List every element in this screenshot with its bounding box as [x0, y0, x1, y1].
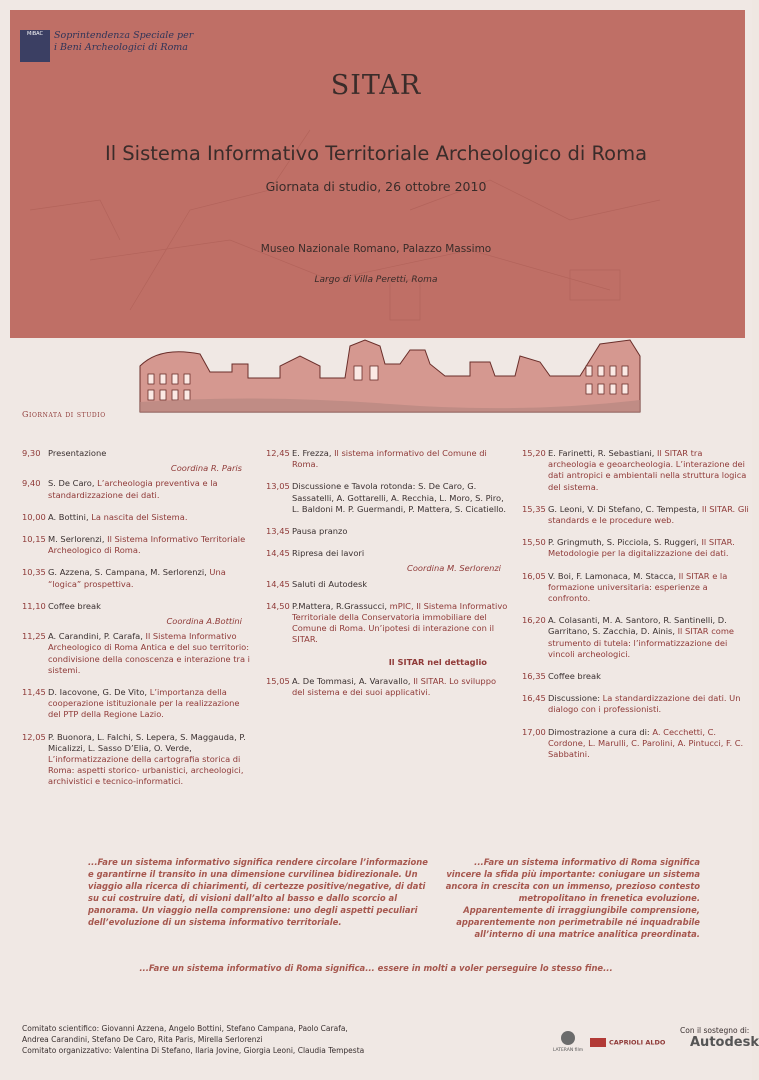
- program-speakers: P. Buonora, L. Falchi, S. Lepera, S. Maggauda, P. Micalizzi, L. Sasso D’Elia, O. Verde,: [48, 731, 246, 753]
- program-column-3: [522, 448, 750, 771]
- program-item: [522, 693, 750, 715]
- event-venue: Museo Nazionale Romano, Palazzo Massimo: [260, 243, 492, 255]
- program-text: [292, 579, 511, 590]
- program-speakers: A. Bottini,: [48, 511, 89, 522]
- program-title: mPIC, Il Sistema Informativo Territoriale della Conservatoria immobiliare del Comune di Roma. Un’ipotesi di interazione con il SITAR.: [292, 600, 508, 645]
- program-speakers: G. Azzena, S. Campana, M. Serlorenzi,: [48, 567, 207, 578]
- program-item: [522, 504, 750, 526]
- session-chair: Coordina A.Bottini: [166, 616, 242, 627]
- program-text: [48, 732, 252, 788]
- rome-skyline-illustration: [140, 336, 640, 412]
- program-text: [548, 448, 750, 493]
- program-time: 13,05: [266, 481, 290, 492]
- program-item: [522, 727, 750, 761]
- program-title: Il SITAR e la formazione universitaria: esperienze a confronto.: [548, 570, 728, 604]
- program-time: 15,35: [522, 503, 546, 514]
- program-time: 14,45: [266, 578, 290, 589]
- program-time: 12,05: [22, 731, 46, 742]
- program-text: [48, 631, 252, 676]
- program-time: 16,05: [522, 570, 546, 581]
- program-time: 10,35: [22, 567, 46, 578]
- program-time: 9,30: [22, 448, 41, 458]
- program-text: [292, 676, 511, 698]
- program-time: 11,10: [22, 600, 46, 611]
- program-text: [548, 693, 750, 715]
- program-title: Una “logica” prospettiva.: [48, 567, 226, 589]
- program-item: [266, 481, 511, 515]
- program-speakers: V. Boi, F. Lamonaca, M. Stacca,: [548, 570, 676, 581]
- main-title: Il Sistema Informativo Territoriale Archeologico di Roma: [104, 142, 648, 165]
- program-speakers: Discussione e Tavola rotonda: S. De Caro, G. Sassatelli, A. Gottarelli, A. Recchia, L. Moro, S. Piro, L. Baldoni M. P. Guermandi, P. Mattera, S. Cicatiello.: [292, 481, 507, 514]
- program-speakers: Pausa pranzo: [292, 526, 348, 537]
- program-speakers: P. Gringmuth, S. Picciola, S. Ruggeri,: [548, 537, 699, 548]
- program-time: 16,35: [522, 671, 546, 682]
- program-text: [48, 448, 252, 459]
- caprioli-icon: [590, 1038, 606, 1047]
- program-speakers: Dimostrazione a cura di:: [548, 726, 650, 737]
- program-column-1: [22, 448, 252, 799]
- program-time: 10,00: [22, 511, 46, 522]
- logo: [20, 30, 193, 62]
- program-time: 10,15: [22, 534, 46, 545]
- event-date: Giornata di studio, 26 ottobre 2010: [265, 179, 487, 194]
- program-item: [22, 631, 252, 676]
- program-title: La standardizzazione dei dati. Un dialogo con i professionisti.: [548, 693, 741, 715]
- program-item: [266, 448, 511, 470]
- program-title: L’informatizzazione della cartografia storica di Roma: aspetti storico- urbanistici, archeologici, archivistici e tecnico-informatici.: [48, 754, 244, 787]
- event-address: Largo di Villa Peretti, Roma: [314, 275, 438, 285]
- logo-line-2: i Beni Archeologici di Roma: [54, 42, 188, 53]
- program-text: [292, 601, 511, 646]
- program-item: [22, 732, 252, 788]
- program-speakers: Ripresa dei lavori: [292, 548, 365, 559]
- program-time: 15,05: [266, 675, 290, 686]
- program-speakers: A. Colasanti, M. A. Santoro, R. Santinelli, D. Garritano, S. Zacchia, D. Ainis,: [548, 615, 727, 637]
- program-title: A. Cecchetti, C. Cordone, L. Marulli, C. Parolini, A. Pintucci, F. C. Sabbatini.: [548, 726, 744, 760]
- program-speakers: A. De Tommasi, A. Varavallo,: [292, 675, 411, 686]
- program-text: [48, 534, 252, 556]
- program-text: [548, 671, 750, 682]
- day-label: Giornata di studio: [22, 410, 106, 419]
- program-text: [548, 537, 750, 559]
- program-speakers: Presentazione: [48, 448, 107, 458]
- program-speakers: Discussione:: [548, 693, 601, 704]
- program-time: 11,45: [22, 687, 46, 698]
- program-item: [22, 512, 252, 523]
- program-text: [548, 504, 750, 526]
- program-text: [292, 548, 511, 559]
- program-title: Il Sistema Informativo Archeologico di Roma Antica e del suo territorio: condivisione della conoscenza e interazione tra i sistemi.: [48, 631, 250, 675]
- program-item: [522, 448, 750, 493]
- program-item: [522, 671, 750, 682]
- program-item: [266, 526, 511, 537]
- quote-bottom: ...Fare un sistema informativo di Roma significa... essere in molti a voler perseguire lo stesso fine...: [139, 963, 613, 973]
- caprioli-logo: [590, 1038, 665, 1047]
- logo-line-1: Soprintendenza Speciale per: [54, 30, 194, 41]
- organizing-committee: Comitato organizzativo: Valentina Di Stefano, Ilaria Jovine, Giorgia Leoni, Claudia Tempesta: [22, 1046, 365, 1055]
- program-column-2: [266, 448, 511, 709]
- caprioli-text: CAPRIOLI ALDO: [609, 1038, 666, 1047]
- program-text: [548, 571, 750, 605]
- program-speakers: M. Serlorenzi,: [48, 534, 105, 545]
- sitar-title: SITAR: [330, 70, 422, 101]
- section-heading: Il SITAR nel dettaglio: [388, 656, 487, 667]
- program-time: 16,45: [522, 693, 546, 704]
- credits: [22, 1023, 364, 1056]
- program-text: [48, 512, 252, 523]
- lateran-text: LATERAN film: [552, 1048, 584, 1053]
- program-text: [548, 727, 750, 761]
- program-speakers: S. De Caro,: [48, 478, 95, 489]
- program-item: [522, 571, 750, 605]
- program-time: 14,45: [266, 548, 290, 559]
- program-speakers: Saluti di Autodesk: [292, 578, 368, 589]
- program-title: Il SITAR. Lo sviluppo del sistema e dei suoi applicativi.: [292, 675, 497, 698]
- program-item: [522, 537, 750, 559]
- program-time: 13,45: [266, 526, 290, 537]
- program-text: [292, 526, 511, 537]
- program-speakers: A. Carandini, P. Carafa,: [48, 631, 143, 642]
- program-speakers: Coffee break: [548, 671, 601, 682]
- program-title: L’importanza della cooperazione istituzionale per la realizzazione del PTP della Regione Lazio.: [48, 687, 240, 720]
- program-item: [22, 534, 252, 556]
- program-speakers: P.Mattera, R.Grassucci,: [292, 600, 387, 611]
- program-speakers: E. Frezza,: [292, 448, 332, 458]
- program-speakers: G. Leoni, V. Di Stefano, C. Tempesta,: [548, 503, 700, 514]
- program-time: 17,00: [522, 726, 546, 737]
- program-title: Il SITAR. Metodologie per la digitalizzazione dei dati.: [548, 537, 735, 559]
- program-title: Il sistema informativo del Comune di Roma.: [292, 448, 487, 470]
- program-speakers: Coffee break: [48, 600, 101, 611]
- program-text: [48, 567, 252, 589]
- program-speakers: D. Iacovone, G. De Vito,: [48, 687, 148, 698]
- quote-right: ...Fare un sistema informativo di Roma significa vincere la sfida più importante: coniugare un sistema ancora in crescita con un immenso, prezioso contesto metropolitano in frenetica evoluzione. Apparentemente di irraggiungibile comprensione, apparentemente non perimetrabile né inquadrabile all’interno di una matrice analitica preordinata.: [445, 857, 700, 939]
- program-item: [22, 601, 252, 612]
- program-time: 16,20: [522, 615, 546, 626]
- scientific-committee: Comitato scientifico: Giovanni Azzena, Angelo Bottini, Stefano Campana, Paolo Carafa,: [22, 1024, 348, 1033]
- program-item: [22, 687, 252, 721]
- program-time: 15,50: [522, 537, 546, 548]
- program-item: [22, 567, 252, 589]
- scientific-committee-2: Andrea Carandini, Stefano De Caro, Rita Paris, Mirella Serlorenzi: [22, 1035, 263, 1044]
- program-time: 14,50: [266, 600, 290, 611]
- lateran-icon: [560, 1030, 576, 1046]
- program-item: [266, 548, 511, 559]
- program-text: [48, 601, 252, 612]
- program-item: [22, 478, 252, 500]
- session-chair: Coordina R. Paris: [170, 463, 242, 474]
- lateran-logo: [548, 1030, 588, 1053]
- program-text: [48, 478, 252, 500]
- program-title: Il SITAR tra archeologia e geoarcheologia. L’interazione dei dati antropici e ambientali nella struttura logica del sistema.: [548, 448, 747, 492]
- program-title: La nascita del Sistema.: [88, 511, 188, 522]
- program-time: 15,20: [522, 448, 546, 458]
- program-item: [266, 601, 511, 646]
- logo-text: [54, 30, 193, 54]
- mibac-logo-icon: MiBAC: [20, 30, 50, 62]
- program-item: [522, 615, 750, 660]
- program-title: L’archeologia preventiva e la standardizzazione dei dati.: [48, 478, 218, 500]
- program-speakers: E. Farinetti, R. Sebastiani,: [548, 448, 655, 458]
- autodesk-logo: Autodesk: [690, 1035, 759, 1050]
- program-time: 11,25: [22, 631, 46, 642]
- program-text: [292, 481, 511, 515]
- program-item: [266, 676, 511, 698]
- program-text: [548, 615, 750, 660]
- program-title: Il SITAR. Gli standards e le procedure web.: [548, 503, 749, 526]
- program-item: [22, 448, 252, 459]
- program-title: Il SITAR come strumento di tutela: l’informatizzazione dei vincoli archeologici.: [548, 626, 735, 659]
- program-item: [266, 579, 511, 590]
- sponsor-label: Con il sostegno di:: [680, 1026, 750, 1035]
- program-time: 12,45: [266, 448, 290, 458]
- program-text: [48, 687, 252, 721]
- program-title: Il Sistema Informativo Territoriale Archeologico di Roma.: [48, 534, 246, 556]
- quote-left: ...Fare un sistema informativo significa rendere circolare l’informazione e garantirne il transito in una dimensione curvilinea bidirezionale. Un viaggio alla ricerca di chiarimenti, di certezze positive/negative, di dati su cui costruire dati, di visioni dall’alto al basso e dallo scorcio al panorama. Un viaggio nella comprensione: uno degli aspetti peculiari dell’evoluzione di un sistema informativo territoriale.: [88, 857, 428, 927]
- session-chair: Coordina M. Serlorenzi: [407, 563, 501, 574]
- program-text: [292, 448, 511, 470]
- program-time: 9,40: [22, 478, 41, 489]
